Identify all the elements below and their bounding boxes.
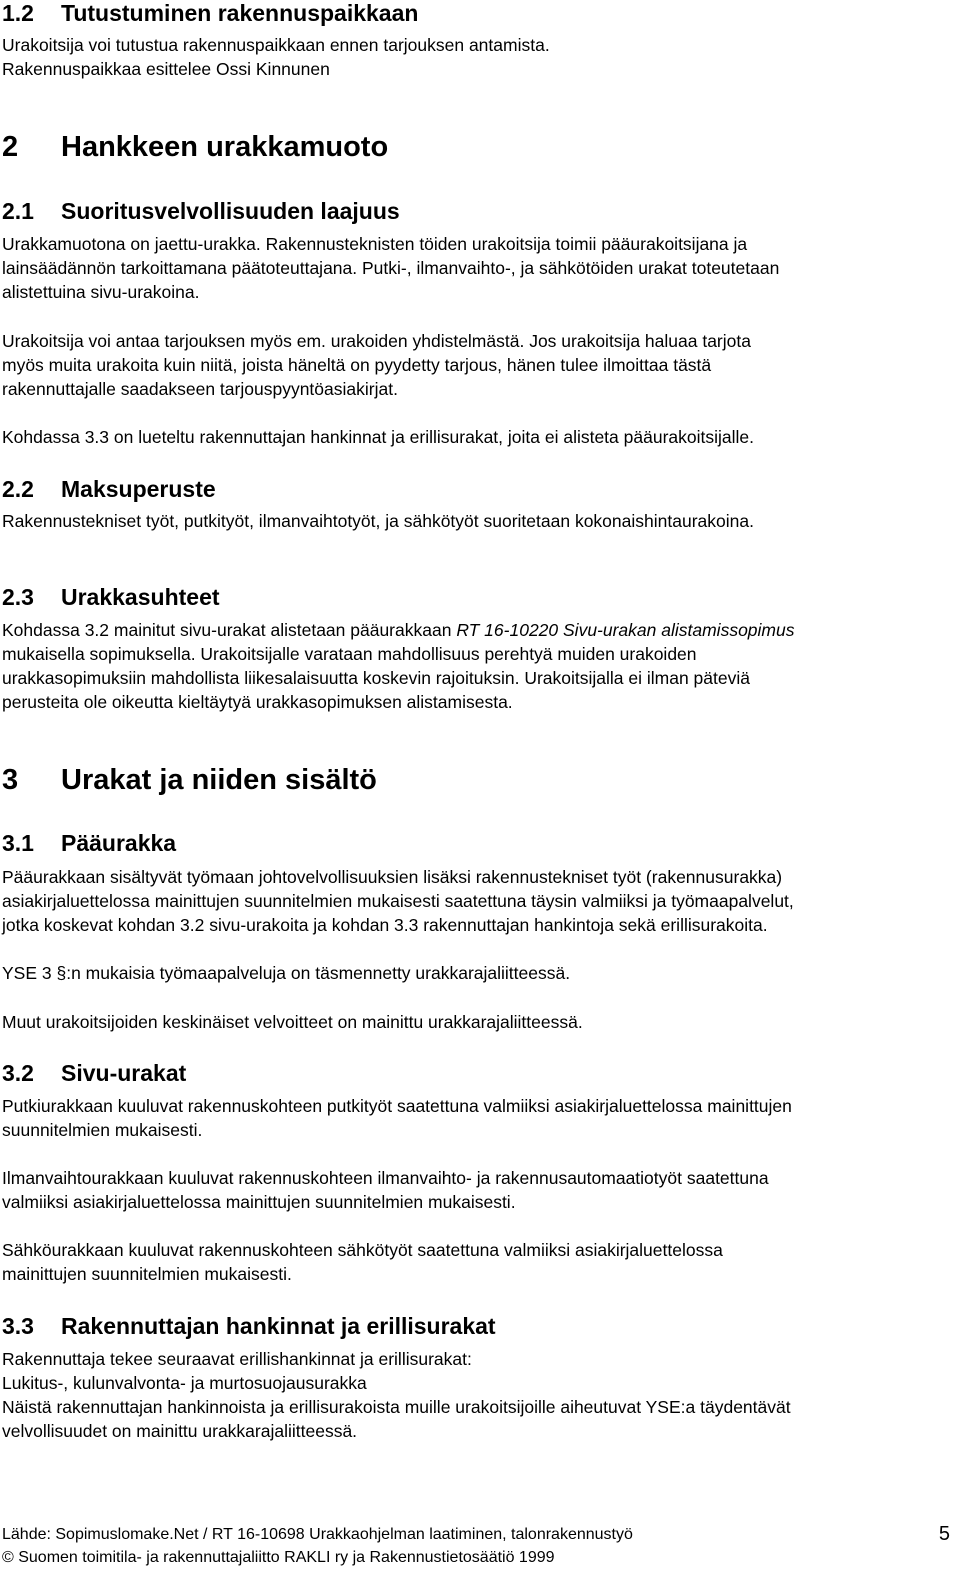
paragraph-line: Rakennuspaikkaa esittelee Ossi Kinnunen [2, 59, 330, 79]
paragraph-line: Pääurakkaan sisältyvät työmaan johtovelvollisuuksien lisäksi rakennustekniset työt (rakennusurakka) [2, 867, 783, 887]
paragraph-line: valmiiksi asiakirjaluettelossa mainittujen suunnitelmien mukaisesti. [2, 1192, 516, 1212]
heading-3-3: 3.3 Rakennuttajan hankinnat ja erillisurakat [2, 1313, 496, 1339]
heading-2: 2 Hankkeen urakkamuoto [2, 131, 389, 163]
paragraph-line: Sähköurakkaan kuuluvat rakennuskohteen sähkötyöt saatettuna valmiiksi asiakirjaluettelossa [2, 1240, 723, 1260]
footer-source: Lähde: Sopimuslomake.Net / RT 16-10698 Urakkaohjelman laatiminen, talonrakennustyö [2, 1526, 633, 1543]
paragraph-line: mainittujen suunnitelmien mukaisesti. [2, 1264, 292, 1284]
document-reference: RT 16-10220 Sivu-urakan alistamissopimus [456, 620, 795, 640]
paragraph-line: Kohdassa 3.2 mainitut sivu-urakat alistetaan pääurakkaan RT 16-10220 Sivu-urakan alistamissopimus [2, 620, 795, 640]
paragraph-line: Muut urakoitsijoiden keskinäiset velvoitteet on mainittu urakkarajaliitteessä. [2, 1012, 583, 1032]
paragraph-line: YSE 3 §:n mukaisia työmaapalveluja on täsmennetty urakkarajaliitteessä. [2, 963, 571, 983]
paragraph-line: Ilmanvaihtourakkaan kuuluvat rakennuskohteen ilmanvaihto- ja rakennusautomaatiotyöt saatettuna [2, 1168, 769, 1188]
heading-3-2: 3.2 Sivu-urakat [2, 1060, 187, 1086]
heading-3: 3 Urakat ja niiden sisältö [2, 764, 377, 796]
heading-2-1: 2.1 Suoritusvelvollisuuden laajuus [2, 198, 400, 224]
paragraph-line: Urakoitsija voi tutustua rakennuspaikkaan ennen tarjouksen antamista. [2, 35, 550, 55]
paragraph-line: velvollisuudet on mainittu urakkarajaliitteessä. [2, 1421, 358, 1441]
paragraph-line: asiakirjaluettelossa mainittujen suunnitelmien mukaisesti saatettuna täysin valmiiksi ja työmaapalvelut, [2, 891, 794, 911]
paragraph-line: urakkasopimuksiin mahdollista liikesalaisuutta koskevin rajoituksin. Urakoitsijalla ei ilman päteviä [2, 668, 750, 688]
paragraph-line: Rakennustekniset työt, putkityöt, ilmanvaihtotyöt, ja sähkötyöt suoritetaan kokonaishintaurakoina. [2, 511, 754, 531]
heading-1-2: 1.2 Tutustuminen rakennuspaikkaan [2, 0, 419, 26]
heading-2-3: 2.3 Urakkasuhteet [2, 584, 220, 610]
paragraph-line: jotka koskevat kohdan 3.2 sivu-urakoita ja kohdan 3.3 rakennuttajan hankintoja sekä erillisurakoita. [2, 915, 768, 935]
paragraph-line: Rakennuttaja tekee seuraavat erillishankinnat ja erillisurakat: [2, 1349, 472, 1369]
paragraph-line: suunnitelmien mukaisesti. [2, 1120, 203, 1140]
paragraph-line: perusteita ole oikeutta kieltäytyä urakkasopimuksen alistamisesta. [2, 692, 513, 712]
paragraph-line: rakennuttajalle saadakseen tarjouspyyntöasiakirjat. [2, 379, 398, 399]
paragraph-line: mukaisella sopimuksella. Urakoitsijalle varataan mahdollisuus perehtyä muiden urakoiden [2, 644, 697, 664]
heading-2-2: 2.2 Maksuperuste [2, 476, 216, 502]
paragraph-line: Näistä rakennuttajan hankinnoista ja erillisurakoista muille urakoitsijoille aiheutuvat YSE:a täydentävät [2, 1397, 791, 1417]
paragraph-line: Putkiurakkaan kuuluvat rakennuskohteen putkityöt saatettuna valmiiksi asiakirjaluettelossa mainittujen [2, 1096, 792, 1116]
paragraph-line: alistettuina sivu-urakoina. [2, 282, 200, 302]
paragraph-line: lainsäädännön tarkoittamana päätoteuttajana. Putki-, ilmanvaihto-, ja sähkötöiden urakat toteutetaan [2, 258, 780, 278]
paragraph-line: Kohdassa 3.3 on lueteltu rakennuttajan hankinnat ja erillisurakat, joita ei alisteta pääurakoitsijalle. [2, 427, 754, 447]
paragraph-line: myös muita urakoita kuin niitä, joista häneltä on pyydetty tarjous, hänen tulee ilmoittaa tästä [2, 355, 712, 375]
footer-copyright: © Suomen toimitila- ja rakennuttajaliitto RAKLI ry ja Rakennustietosäätiö 1999 [2, 1549, 555, 1566]
paragraph-line: Urakoitsija voi antaa tarjouksen myös em. urakoiden yhdistelmästä. Jos urakoitsija haluaa tarjota [2, 331, 751, 351]
paragraph-line: Urakkamuotona on jaettu-urakka. Rakennusteknisten töiden urakoitsija toimii pääurakoitsijana ja [2, 234, 748, 254]
page-number: 5 [938, 1523, 950, 1545]
heading-3-1: 3.1 Pääurakka [2, 830, 177, 856]
paragraph-line: Lukitus-, kulunvalvonta- ja murtosuojausurakka [2, 1373, 367, 1393]
